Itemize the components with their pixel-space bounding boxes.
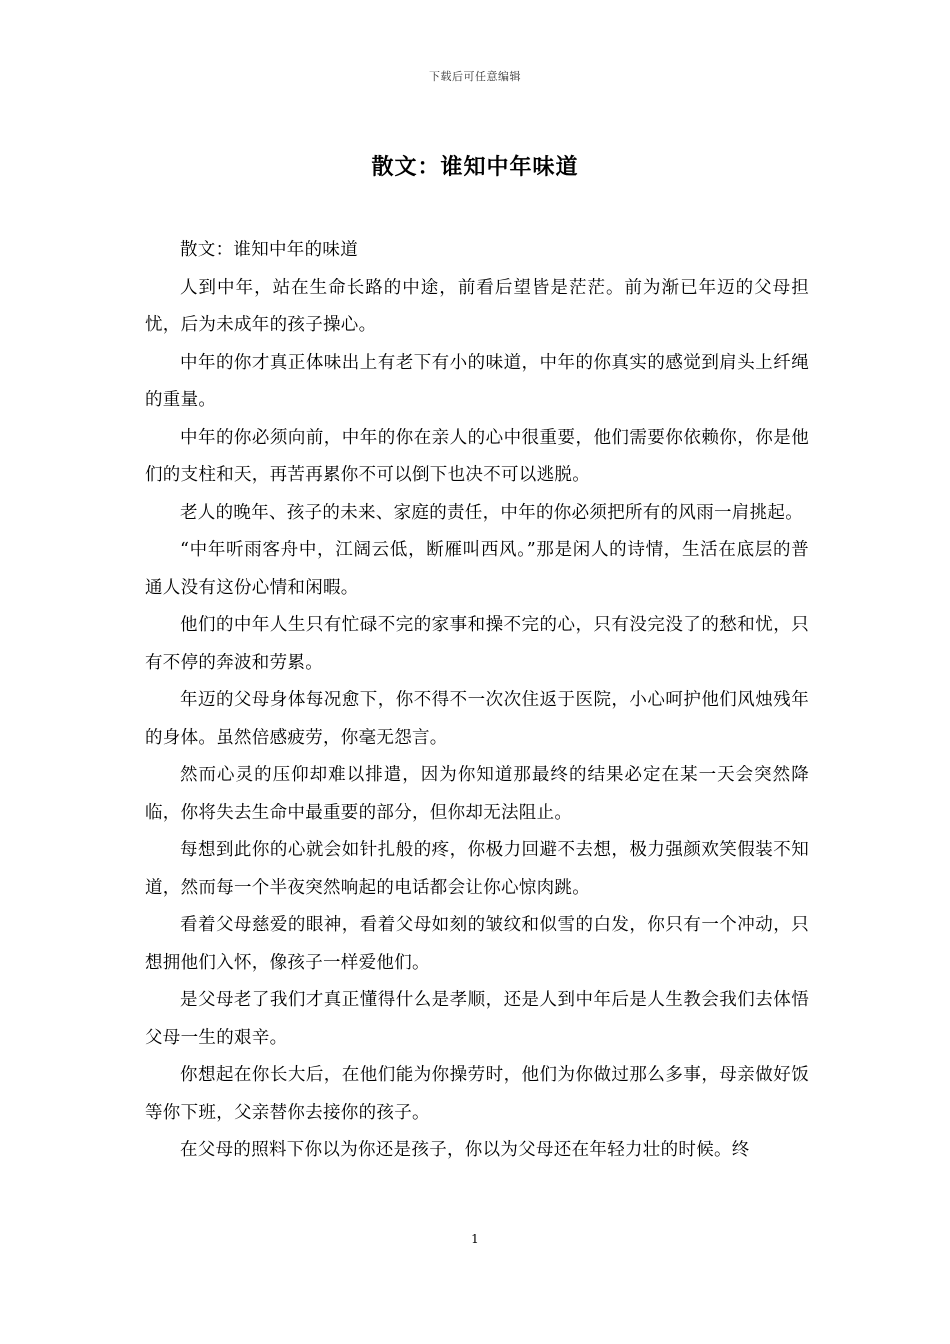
paragraph: 散文：谁知中年的味道: [180, 240, 358, 260]
paragraph: 看着父母慈爱的眼神，看着父母如刻的皱纹和似雪的白发，你只有一个冲动，只想拥他们入怀，像孩子一样爱他们。: [145, 915, 809, 973]
paragraph: 年迈的父母身体每况愈下，你不得不一次次住返于医院，小心呵护他们风烛残年的身体。虽然倍感疲劳，你毫无怨言。: [145, 690, 809, 748]
document-title: 散文：谁知中年味道: [371, 154, 579, 180]
paragraph: 中年的你必须向前，中年的你在亲人的心中很重要，他们需要你依赖你，你是他们的支柱和天，再苦再累你不可以倒下也决不可以逃脱。: [145, 427, 809, 485]
header-note: 下载后可任意编辑: [429, 70, 521, 83]
document-body: [145, 232, 809, 1170]
paragraph: 他们的中年人生只有忙碌不完的家事和操不完的心，只有没完没了的愁和忧，只有不停的奔波和劳累。: [145, 615, 809, 673]
page-number: 1: [471, 1232, 479, 1246]
paragraph: 然而心灵的压仰却难以排遣，因为你知道那最终的结果必定在某一天会突然降临，你将失去生命中最重要的部分，但你却无法阻止。: [145, 765, 809, 823]
paragraph: 你想起在你长大后，在他们能为你操劳时，他们为你做过那么多事，母亲做好饭等你下班，父亲替你去接你的孩子。: [145, 1065, 809, 1123]
paragraph: 人到中年，站在生命长路的中途，前看后望皆是茫茫。前为渐已年迈的父母担忧，后为未成年的孩子操心。: [145, 277, 809, 335]
paragraph: “中年听雨客舟中，江阔云低，断雁叫西风。”那是闲人的诗情，生活在底层的普通人没有这份心情和闲暇。: [145, 540, 809, 598]
paragraph: 每想到此你的心就会如针扎般的疼，你极力回避不去想，极力强颜欢笑假装不知道，然而每一个半夜突然响起的电话都会让你心惊肉跳。: [145, 840, 809, 898]
paragraph: 在父母的照料下你以为你还是孩子，你以为父母还在年轻力壮的时候。终: [180, 1140, 750, 1160]
paragraph: 老人的晚年、孩子的未来、家庭的责任，中年的你必须把所有的风雨一肩挑起。: [180, 502, 803, 523]
paragraph: 是父母老了我们才真正懂得什么是孝顺，还是人到中年后是人生教会我们去体悟父母一生的艰辛。: [145, 990, 809, 1048]
paragraph: 中年的你才真正体味出上有老下有小的味道，中年的你真实的感觉到肩头上纤绳的重量。: [145, 352, 809, 410]
